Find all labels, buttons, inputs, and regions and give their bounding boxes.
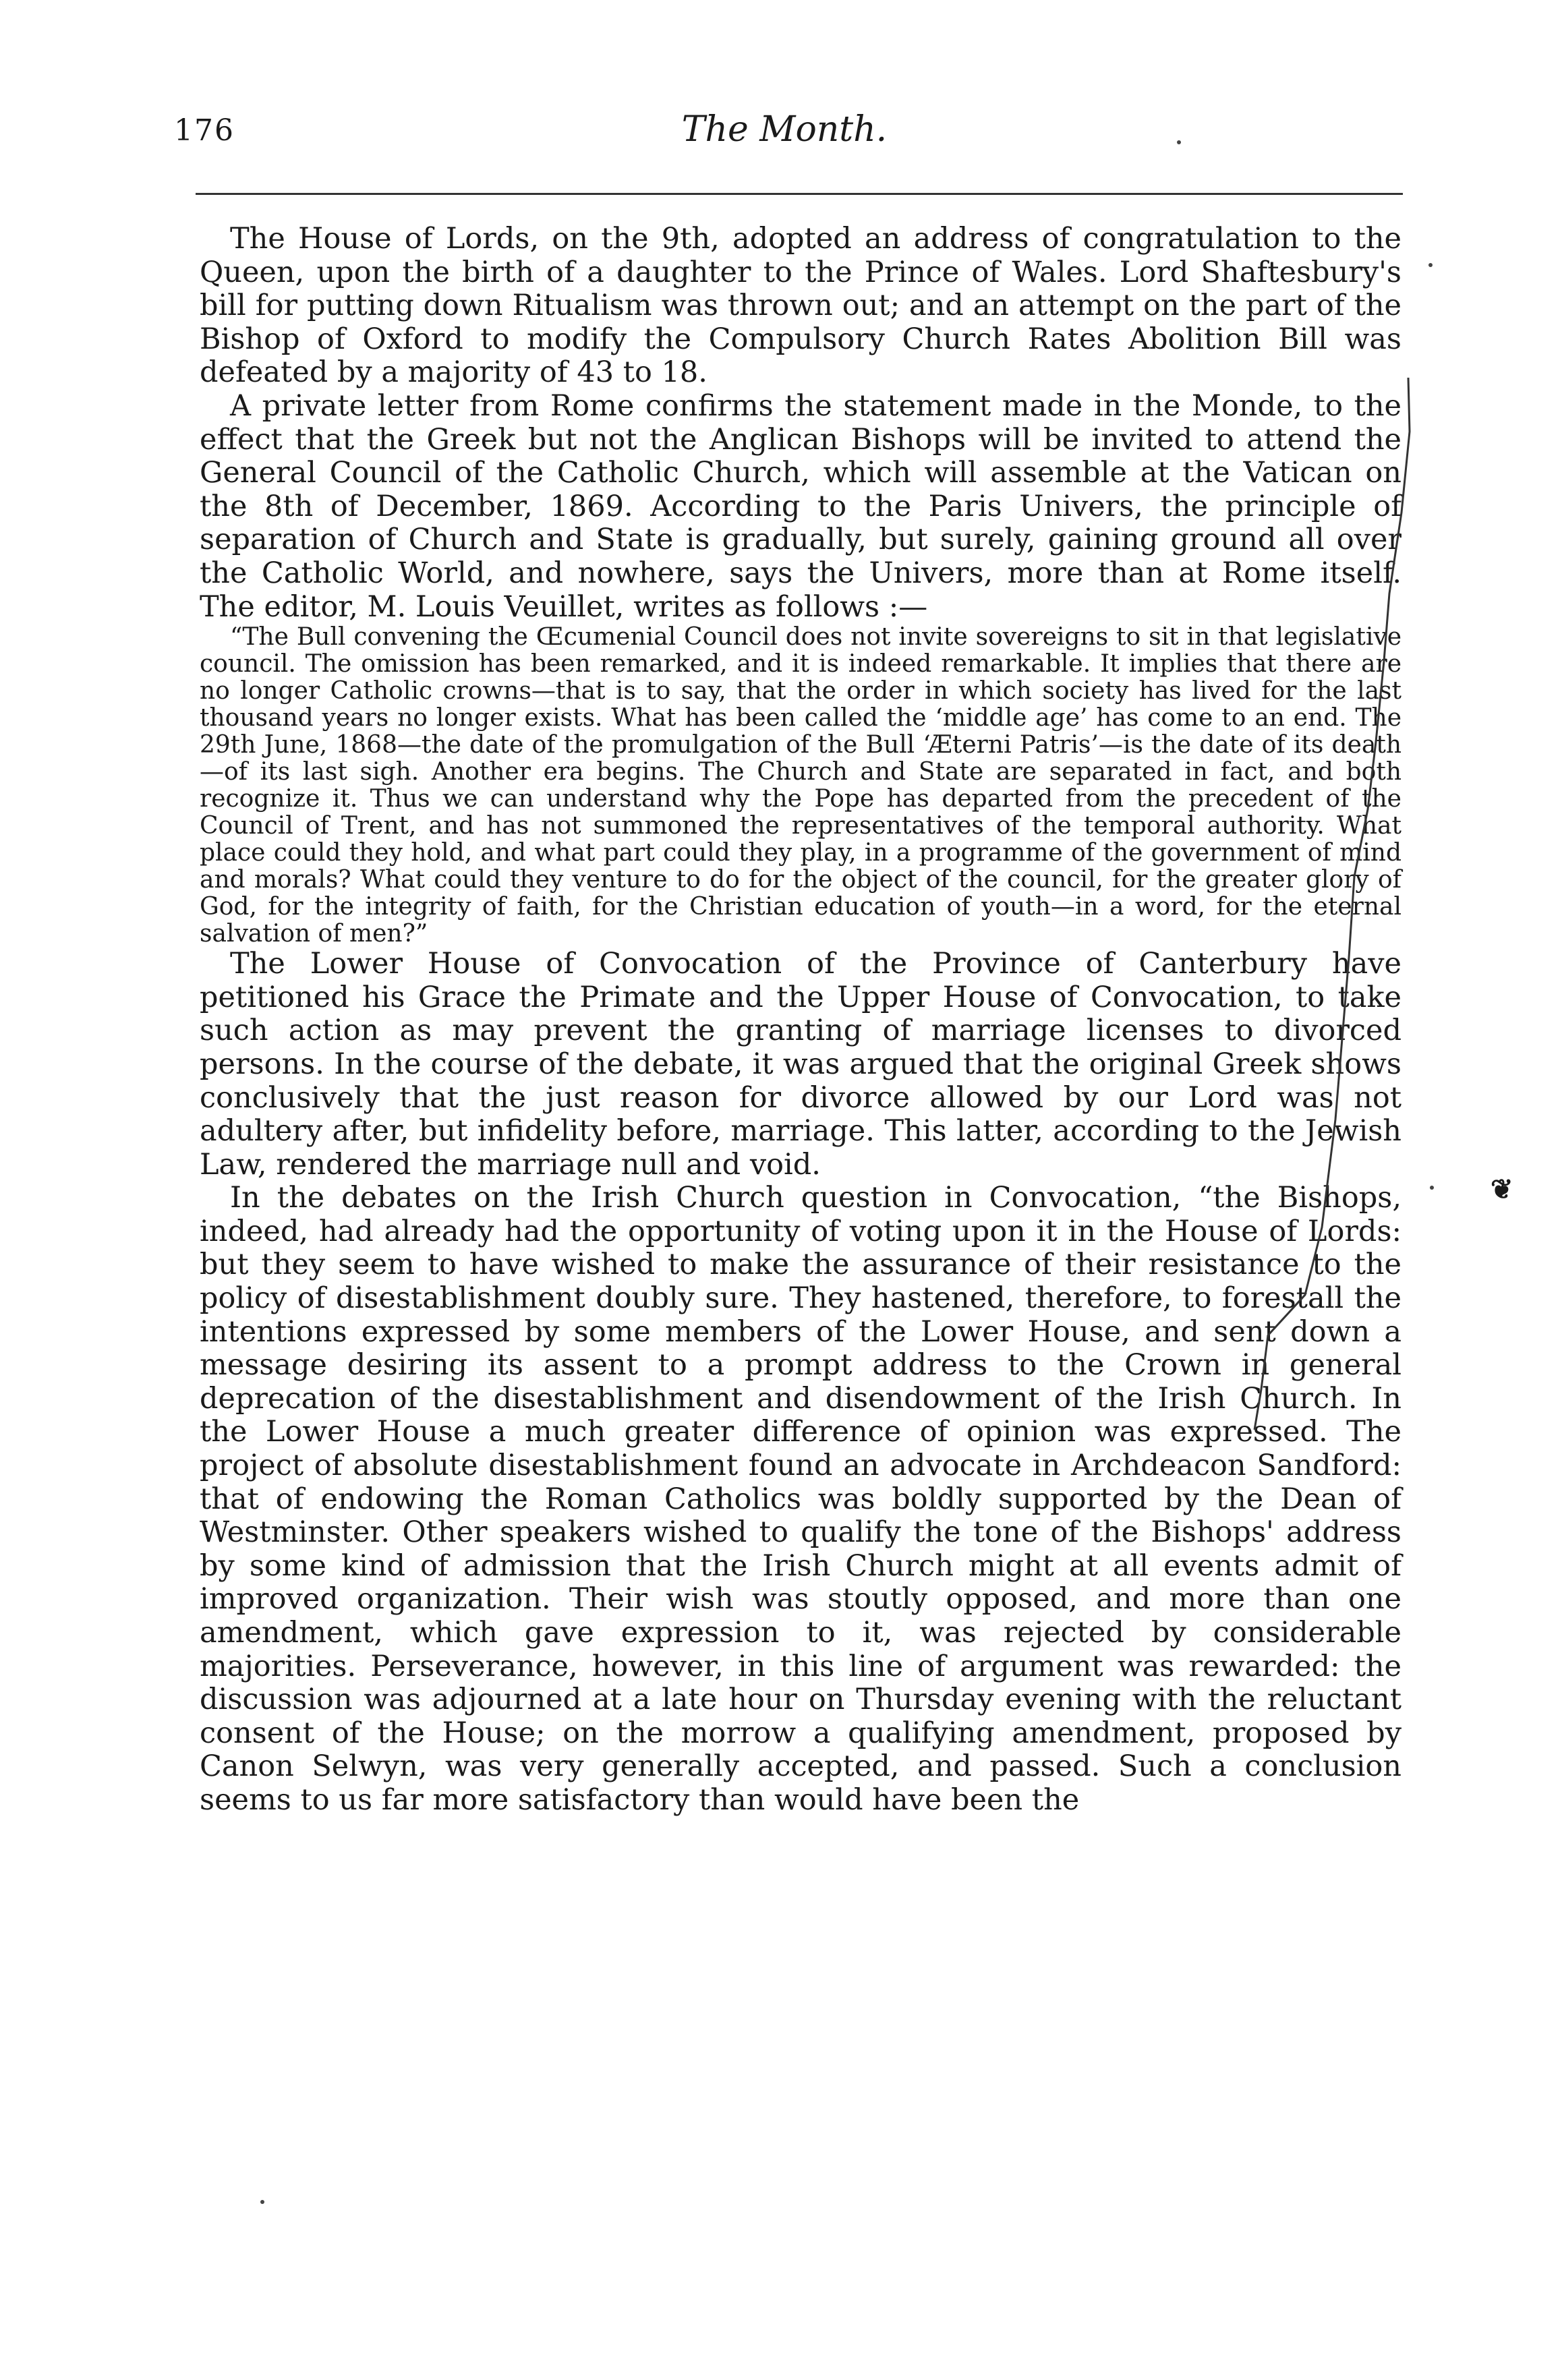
article-body [200, 223, 1402, 1818]
ink-speck [1428, 263, 1433, 267]
running-title: The Month. [681, 109, 888, 150]
page-header [174, 100, 1395, 154]
paragraph-house-of-lords: The House of Lords, on the 9th, adopted an address of congratulation to the Queen, upon the birth of a daughter to the Prince of Wales. Lord Shaftesbury's bill for putting down Ritualism was thrown out; and an attempt on the part of the Bishop of Oxford to modify the Compulsory Church Rates Abolition Bill was defeated by a majority of 43 to 18. [200, 222, 1402, 390]
page-number: 176 [174, 113, 235, 148]
header-rule [196, 193, 1403, 195]
ink-speck [1430, 1186, 1434, 1190]
ink-speck [260, 2200, 264, 2204]
quote-veuillet: “The Bull convening the Œcumenial Council does not invite sovereigns to sit in that legislative council. The omission has been remarked, and it is indeed remarkable. It implies that there are no longer Catholic crowns—that is to say, that the order in which society has lived for the last thousand years no longer exists. What has been called the ‘middle age’ has come to an end. The 29th June, 1868—the date of the promulgation of the Bull ‘Æterni Patris’—is the date of its death—of its last sigh. Another era begins. The Church and State are separated in fact, and both recognize it. Thus we can understand why the Pope has departed from the precedent of the Council of Trent, and has not summoned the representatives of the temporal authority. What place could they hold, and what part could they play, in a programme of the government of mind and morals? What could they venture to do for the object of the council, for the greater glory of God, for the integrity of faith, for the Christian education of youth—in a word, for the eternal salvation of men?” [200, 623, 1402, 948]
ink-speck [1177, 140, 1181, 144]
paragraph-irish-church: In the debates on the Irish Church question in Convocation, “the Bishops, indeed, had already had the opportunity of voting upon it in the House of Lords: but they seem to have wished to make the assurance of their resistance to the policy of disestablishment doubly sure. They hastened, therefore, to forestall the intentions expressed by some members of the Lower House, and sent down a message desiring its assent to a prompt address to the Crown in general deprecation of the disestablishment and disendowment of the Irish Church. In the Lower House a much greater difference of opinion was expressed. The project of absolute disestablishment found an advocate in Archdeacon Sandford: that of endowing the Roman Catholics was boldly supported by the Dean of Westminster. Other speakers wished to qualify the tone of the Bishops' address by some kind of admission that the Irish Church might at all events admit of improved organization. Their wish was stoutly opposed, and more than one amendment, which gave expression to it, was rejected by considerable majorities. Perseverance, however, in this line of argument was rewarded: the discussion was adjourned at a late hour on Thursday evening with the reluctant consent of the House; on the morrow a qualifying amendment, proposed by Canon Selwyn, was very generally accepted, and passed. Such a conclusion seems to us far more satisfactory than would have been the [200, 1181, 1402, 1817]
margin-mark-icon: ❦ [1491, 1173, 1513, 1205]
paragraph-convocation: The Lower House of Convocation of the Province of Canterbury have petitioned his Grace the Primate and the Upper House of Convocation, to take such action as may prevent the granting of marriage licenses to divorced persons. In the course of the debate, it was argued that the original Greek shows conclusively that the just reason for divorce allowed by our Lord was not adultery after, but infidelity before, marriage. This latter, according to the Jewish Law, rendered the marriage null and void. [200, 947, 1402, 1182]
paragraph-rome-letter: A private letter from Rome confirms the statement made in the Monde, to the effect that the Greek but not the Anglican Bishops will be invited to attend the General Council of the Catholic Church, which will assemble at the Vatican on the 8th of December, 1869. According to the Paris Univers, the principle of separation of Church and State is gradually, but surely, gaining ground all over the Catholic World, and nowhere, says the Univers, more than at Rome itself. The editor, M. Louis Veuillet, writes as follows :— [200, 388, 1402, 624]
